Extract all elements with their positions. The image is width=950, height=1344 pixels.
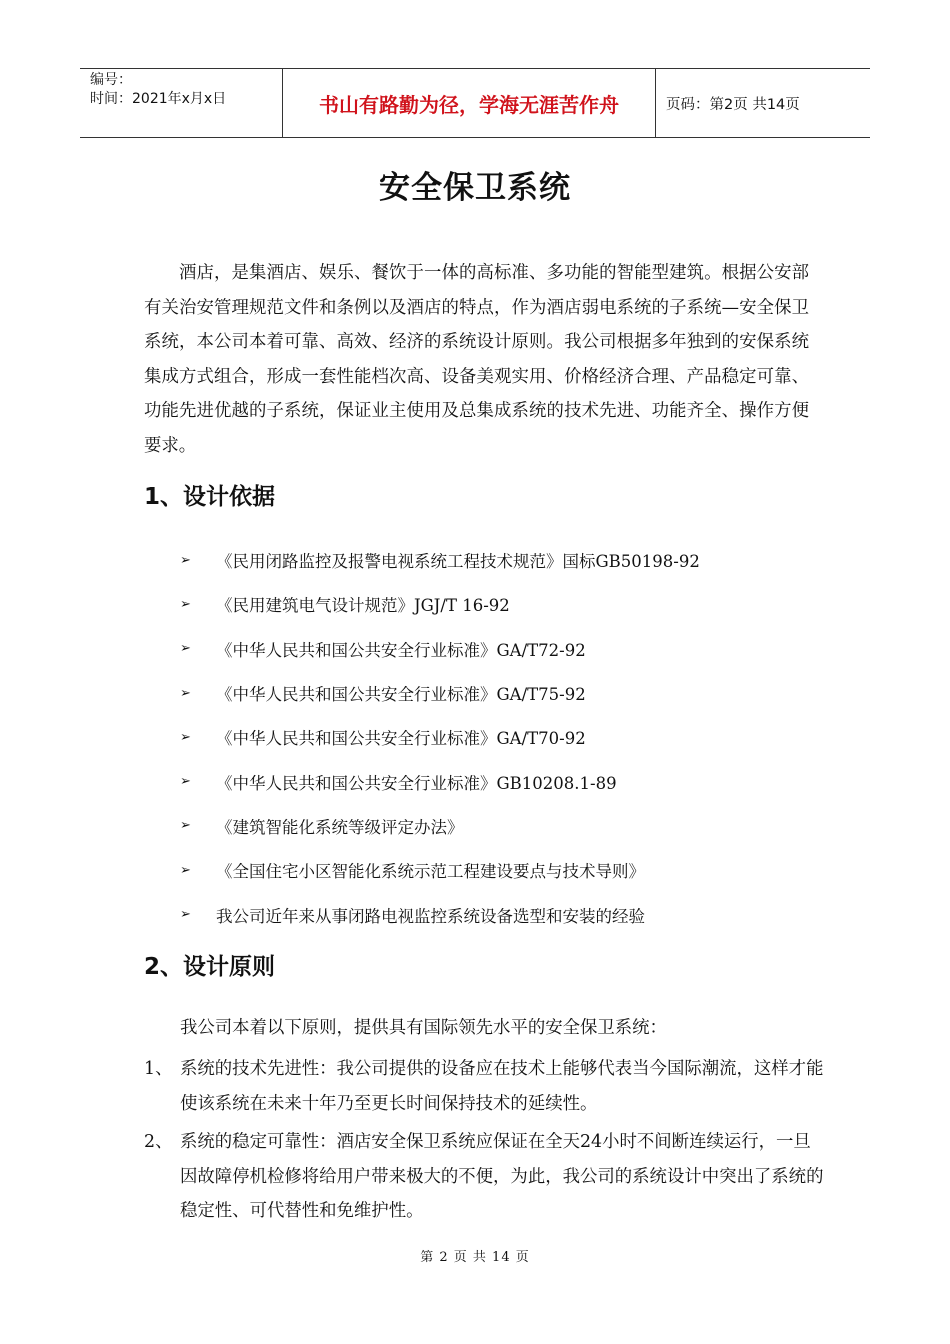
principles-intro: 我公司本着以下原则，提供具有国际领先水平的安全保卫系统：: [180, 1018, 667, 1038]
arrow-bullet-icon: ➢: [180, 818, 191, 834]
principle-text: 系统的稳定可靠性：酒店安全保卫系统应保证在全天24小时不间断连续运行，一旦因故障停机检修将给用户带来极大的不便，为此，我公司的系统设计中突出了系统的稳定性、可代替性和免维护性。: [180, 1132, 824, 1221]
principle-text: 系统的技术先进性：我公司提供的设备应在技术上能够代表当今国际潮流，这样才能使该系统在未来十年乃至更长时间保持技术的延续性。: [180, 1059, 824, 1114]
header-page-info: [656, 69, 870, 137]
principle-number: 2、: [144, 1132, 173, 1152]
arrow-bullet-icon: ➢: [180, 729, 191, 745]
basis-item-text: 《全国住宅小区智能化系统示范工程建设要点与技术导则》: [216, 862, 645, 882]
basis-item-text: 《民用建筑电气设计规范》JGJ/T 16-92: [216, 596, 510, 616]
basis-item-text: 《中华人民共和国公共安全行业标准》GA/T72-92: [216, 640, 586, 660]
basis-item: [180, 538, 700, 582]
basis-item-text: 《建筑智能化系统等级评定办法》: [216, 817, 464, 837]
intro-paragraph: 酒店，是集酒店、娱乐、餐饮于一体的高标准、多功能的智能型建筑。根据公安部有关治安管理规范文件和条例以及酒店的特点，作为酒店弱电系统的子系统—安全保卫系统，本公司本着可靠、高效、经济的系统设计原则。我公司根据多年独到的安保系统集成方式组合，形成一套性能档次高、设备美观实用、价格经济合理、产品稳定可靠、功能先进优越的子系统，保证业主使用及总集成系统的技术先进、功能齐全、操作方便要求。: [144, 263, 809, 456]
basis-item: [180, 582, 700, 626]
basis-item-text: 《民用闭路监控及报警电视系统工程技术规范》国标GB50198-92: [216, 552, 700, 572]
document-title: 安全保卫系统: [379, 170, 571, 206]
arrow-bullet-icon: ➢: [180, 596, 191, 612]
date-label: 时间：2021年x月x日: [90, 91, 227, 107]
principle-item: [144, 1052, 824, 1121]
header-motto: [282, 69, 656, 137]
basis-list: [180, 538, 700, 937]
page-header: [80, 68, 870, 138]
arrow-bullet-icon: ➢: [180, 862, 191, 878]
arrow-bullet-icon: ➢: [180, 774, 191, 790]
basis-item: [180, 759, 700, 803]
basis-item: [180, 627, 700, 671]
principles-list: [144, 1052, 824, 1233]
basis-item: [180, 804, 700, 848]
section-heading-principles: 2、设计原则: [144, 954, 276, 980]
basis-item: [180, 671, 700, 715]
section-heading-basis: 1、设计依据: [144, 484, 276, 510]
principle-item: [144, 1125, 824, 1229]
arrow-bullet-icon: ➢: [180, 552, 191, 568]
header-meta: [80, 69, 282, 137]
page-info-text: 页码：第2页 共14页: [666, 96, 800, 113]
basis-item-text: 《中华人民共和国公共安全行业标准》GB10208.1-89: [216, 773, 617, 793]
serial-label: 编号：: [90, 72, 132, 88]
principle-number: 1、: [144, 1059, 173, 1079]
basis-item: [180, 848, 700, 892]
arrow-bullet-icon: ➢: [180, 907, 191, 923]
basis-item-text: 《中华人民共和国公共安全行业标准》GA/T75-92: [216, 685, 586, 705]
basis-item-text: 我公司近年来从事闭路电视监控系统设备选型和安装的经验: [216, 906, 645, 926]
basis-item-text: 《中华人民共和国公共安全行业标准》GA/T70-92: [216, 729, 586, 749]
motto-text: 书山有路勤为径，学海无涯苦作舟: [319, 92, 619, 117]
arrow-bullet-icon: ➢: [180, 641, 191, 657]
basis-item: [180, 892, 700, 936]
arrow-bullet-icon: ➢: [180, 685, 191, 701]
basis-item: [180, 715, 700, 759]
page-footer: 第 2 页 共 14 页: [420, 1250, 530, 1265]
